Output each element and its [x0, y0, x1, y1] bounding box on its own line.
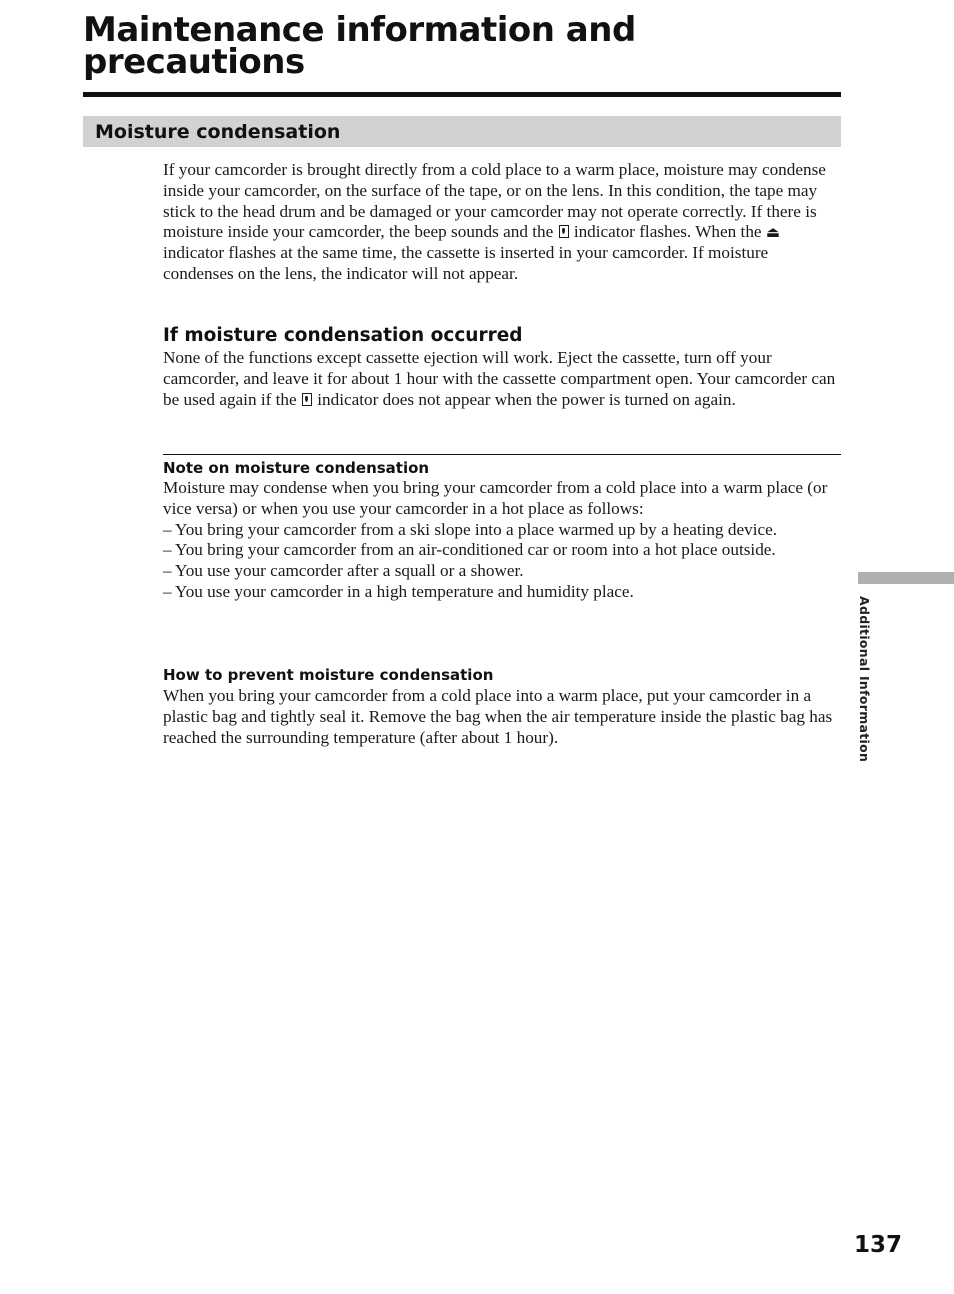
intro-text-2: indicator flashes. When the: [569, 222, 766, 242]
note-paragraph: [163, 478, 843, 603]
note-list: [163, 520, 843, 603]
list-item-text: You bring your camcorder from a ski slope into a place warmed up by a heating device.: [175, 519, 778, 539]
prevent-paragraph: When you bring your camcorder from a cold place into a warm place, put your camcorder in a plastic bag and tightly seal it. Remove the bag when the air temperature inside the plastic bag has reached the surrounding temperature (after about 1 hour).: [163, 686, 833, 747]
note-heading: Note on moisture condensation: [163, 459, 430, 477]
list-item-text: You use your camcorder after a squall or a shower.: [175, 561, 524, 581]
intro-paragraph: [163, 160, 843, 285]
list-dash: –: [163, 561, 172, 581]
list-dash: –: [163, 581, 172, 601]
list-item: [163, 582, 843, 603]
moisture-condensation-icon: [559, 225, 569, 238]
occurred-paragraph: [163, 348, 843, 410]
list-item: [163, 540, 843, 561]
occurred-text-1: None of the functions except cassette ejection will work. Eject the cassette, turn off your camcorder, and leave it for about 1 hour with the cassette compartment open. Your camcorder can be used again if the: [163, 348, 836, 409]
title-rule: [83, 92, 841, 97]
list-dash: –: [163, 519, 172, 539]
intro-text-3: indicator flashes at the same time, the cassette is inserted in your camcorder. If moisture condenses on the lens, the indicator will not appear.: [163, 243, 769, 283]
list-item-text: You bring your camcorder from an air-conditioned car or room into a hot place outside.: [175, 540, 776, 560]
intro-text-1: If your camcorder is brought directly from a cold place to a warm place, moisture may condense inside your camcorder, on the surface of the tape, or on the lens. In this condition, the tape may stick to the head drum and be damaged or your camcorder may not operate correctly. If there is moisture inside your camcorder, the beep sounds and the: [163, 160, 826, 242]
occurred-text-2: indicator does not appear when the power is turned on again.: [312, 389, 736, 409]
chapter-tab-marker: [858, 572, 954, 584]
subheading-moisture-occurred: If moisture condensation occurred: [163, 325, 523, 346]
list-item: [163, 520, 843, 541]
section-heading-bar: [83, 116, 841, 147]
prevent-heading: How to prevent moisture condensation: [163, 666, 494, 684]
page-title: Maintenance information and precautions: [83, 10, 636, 82]
page-number: 137: [854, 1232, 903, 1258]
section-heading: Moisture condensation: [95, 121, 341, 143]
note-divider: [163, 454, 841, 455]
list-item-text: You use your camcorder in a high temperature and humidity place.: [175, 581, 634, 601]
list-item: [163, 561, 843, 582]
chapter-side-label: Additional Information: [857, 596, 872, 763]
note-intro-text: Moisture may condense when you bring your camcorder from a cold place into a warm place (or vice versa) or when you use your camcorder in a hot place as follows:: [163, 478, 828, 518]
list-dash: –: [163, 540, 172, 560]
eject-icon: ⏏: [765, 225, 781, 242]
moisture-condensation-icon: [302, 393, 312, 406]
